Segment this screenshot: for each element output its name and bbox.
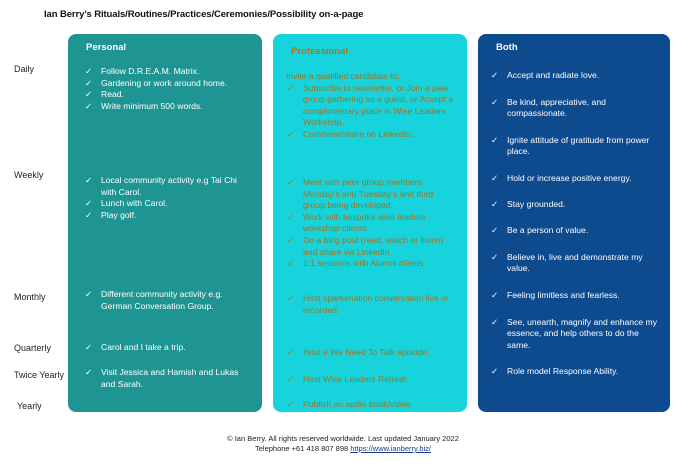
professional-monthly-list — [286, 293, 457, 316]
row-label-quarterly: Quarterly — [14, 343, 52, 353]
list-item-text: Believe in, live and demonstrate my value. — [507, 251, 643, 274]
list-item — [490, 135, 660, 158]
personal-monthly-list — [84, 289, 252, 312]
professional-daily-list — [286, 83, 457, 141]
list-item-text: Work with bespoke wise leaders workshop clients. — [303, 211, 426, 234]
check-icon: ✓ — [491, 198, 499, 209]
check-icon: ✓ — [85, 367, 93, 377]
list-item — [490, 225, 660, 237]
list-item-text: Be a person of value. — [507, 225, 589, 236]
check-icon: ✓ — [491, 96, 499, 107]
check-icon: ✓ — [85, 77, 93, 88]
list-item — [84, 342, 252, 354]
both-list — [490, 70, 660, 378]
check-icon: ✓ — [287, 347, 295, 357]
professional-daily-intro: Invite a qualified candidate to: — [286, 71, 400, 81]
list-item-text: Lunch with Carol. — [101, 198, 168, 209]
list-item-text: Host a We Need To Talk episode. — [303, 347, 430, 357]
check-icon: ✓ — [491, 70, 499, 80]
row-label-yearly: Yearly — [17, 401, 42, 411]
list-item — [286, 177, 457, 212]
personal-daily-list — [84, 66, 252, 112]
check-icon: ✓ — [85, 100, 93, 111]
check-icon: ✓ — [85, 175, 93, 185]
professional-yearly-list — [286, 399, 457, 411]
check-icon: ✓ — [287, 234, 295, 245]
check-icon: ✓ — [491, 251, 499, 262]
check-icon: ✓ — [85, 66, 93, 76]
list-item — [490, 317, 660, 352]
footer-telephone: Telephone +61 418 807 898 — [254, 444, 351, 453]
personal-column — [68, 34, 262, 412]
professional-twice-yearly-list — [286, 374, 457, 386]
check-icon: ✓ — [287, 258, 295, 269]
list-item — [286, 258, 457, 270]
list-item — [84, 210, 252, 222]
list-item — [84, 367, 252, 390]
list-item-text: Be kind, appreciative, and compassionate. — [507, 96, 606, 119]
check-icon: ✓ — [287, 211, 295, 222]
list-item — [490, 199, 660, 211]
list-item — [286, 347, 457, 359]
footer — [0, 434, 686, 454]
personal-weekly-list — [84, 175, 252, 221]
check-icon: ✓ — [85, 289, 93, 299]
list-item — [490, 70, 660, 82]
list-item-text: Follow D.R.E.A.M. Matrix. — [101, 66, 200, 76]
footer-copyright: © Ian Berry. All rights reserved worldwide. Last updated January 2022 — [227, 434, 459, 443]
list-item-text: Do a blog post (read, watch or listen) and share via LinkedIn — [303, 234, 444, 257]
professional-weekly-list — [286, 177, 457, 270]
check-icon: ✓ — [491, 225, 499, 236]
check-icon: ✓ — [287, 374, 295, 384]
list-item — [84, 289, 252, 312]
list-item-text: Ignite attitude of gratitude from power place. — [507, 134, 650, 157]
list-item-text: Visit Jessica and Hamish and Lukas and Sarah. — [101, 367, 239, 389]
check-icon: ✓ — [85, 198, 93, 209]
check-icon: ✓ — [287, 177, 295, 187]
professional-heading: Professional — [291, 46, 349, 57]
footer-contact — [0, 444, 686, 454]
both-heading: Both — [496, 42, 518, 53]
list-item-text: Different community activity e.g. German Conversation Group. — [101, 289, 223, 311]
list-item-text: Gardening or work around home. — [101, 77, 228, 88]
list-item — [490, 173, 660, 185]
personal-quarterly-list — [84, 342, 252, 354]
check-icon: ✓ — [85, 89, 93, 100]
row-label-weekly: Weekly — [14, 170, 44, 180]
check-icon: ✓ — [491, 289, 499, 300]
list-item-text: Subscribe to newsletter, or Join a peer group gathering as a guest, or Accept a complimentary place in Wise Leaders Workshop. — [303, 82, 454, 128]
list-item — [84, 175, 252, 198]
personal-heading: Personal — [86, 42, 127, 53]
row-label-daily: Daily — [14, 64, 35, 74]
list-item-text: Play golf. — [101, 209, 137, 220]
list-item-text: Stay grounded. — [507, 198, 566, 209]
list-item — [84, 66, 252, 78]
list-item-text: Role model Response Ability. — [507, 366, 619, 377]
list-item-text: Carol and I take a trip. — [101, 342, 186, 352]
list-item — [286, 129, 457, 141]
list-item-text: Local community activity e.g Tai Chi with Carol. — [101, 175, 237, 197]
row-label-monthly: Monthly — [14, 292, 46, 302]
personal-twice-yearly-list — [84, 367, 252, 390]
list-item-text: Write minimum 500 words. — [101, 100, 203, 111]
list-item-text: Read. — [101, 89, 124, 100]
check-icon: ✓ — [491, 316, 499, 327]
list-item — [490, 97, 660, 120]
list-item — [84, 101, 252, 113]
list-item — [84, 78, 252, 90]
check-icon: ✓ — [287, 82, 295, 93]
list-item-text: Hold or increase positive energy. — [507, 172, 632, 183]
page-title: Ian Berry’s Rituals/Routines/Practices/Ceremonies/Possibility on-a-page — [44, 9, 364, 20]
check-icon: ✓ — [85, 209, 93, 220]
website-link[interactable]: https://www.ianberry.biz/ — [350, 444, 432, 453]
list-item-text: 1:1 sessions with Alumni clients. — [303, 258, 426, 269]
check-icon: ✓ — [491, 134, 499, 145]
check-icon: ✓ — [287, 399, 295, 409]
list-item-text: Accept and radiate love. — [507, 70, 600, 80]
list-item — [490, 252, 660, 275]
check-icon: ✓ — [287, 293, 295, 303]
list-item-text: Comment/share on LinkedIn. — [303, 128, 414, 139]
list-item — [490, 290, 660, 302]
row-label-twice-yearly: Twice Yearly — [14, 370, 65, 380]
list-item — [84, 89, 252, 101]
check-icon: ✓ — [287, 128, 295, 139]
list-item — [286, 399, 457, 411]
list-item — [286, 83, 457, 129]
both-column — [478, 34, 670, 412]
list-item — [84, 198, 252, 210]
list-item-text: See, unearth, magnify and enhance my essence, and help others to do the same. — [507, 316, 658, 350]
list-item — [490, 366, 660, 378]
professional-column — [273, 34, 467, 412]
list-item-text: Feeling limitless and fearless. — [507, 289, 620, 300]
list-item-text: Host Wise Leaders Retreat. — [303, 374, 409, 384]
professional-daily-block — [286, 71, 457, 141]
list-item — [286, 374, 457, 386]
list-item — [286, 212, 457, 235]
list-item-text: Host sparkenation conversation live or recorded. — [303, 293, 449, 315]
check-icon: ✓ — [491, 366, 499, 377]
professional-quarterly-list — [286, 347, 457, 359]
list-item-text: Meet with peer group members Monday’s and Tuesday’s and third group being developed. — [303, 177, 434, 211]
list-item-text: Publish an audio book/video. — [303, 399, 413, 409]
check-icon: ✓ — [491, 172, 499, 183]
list-item — [286, 235, 457, 258]
check-icon: ✓ — [85, 342, 93, 352]
list-item — [286, 293, 457, 316]
